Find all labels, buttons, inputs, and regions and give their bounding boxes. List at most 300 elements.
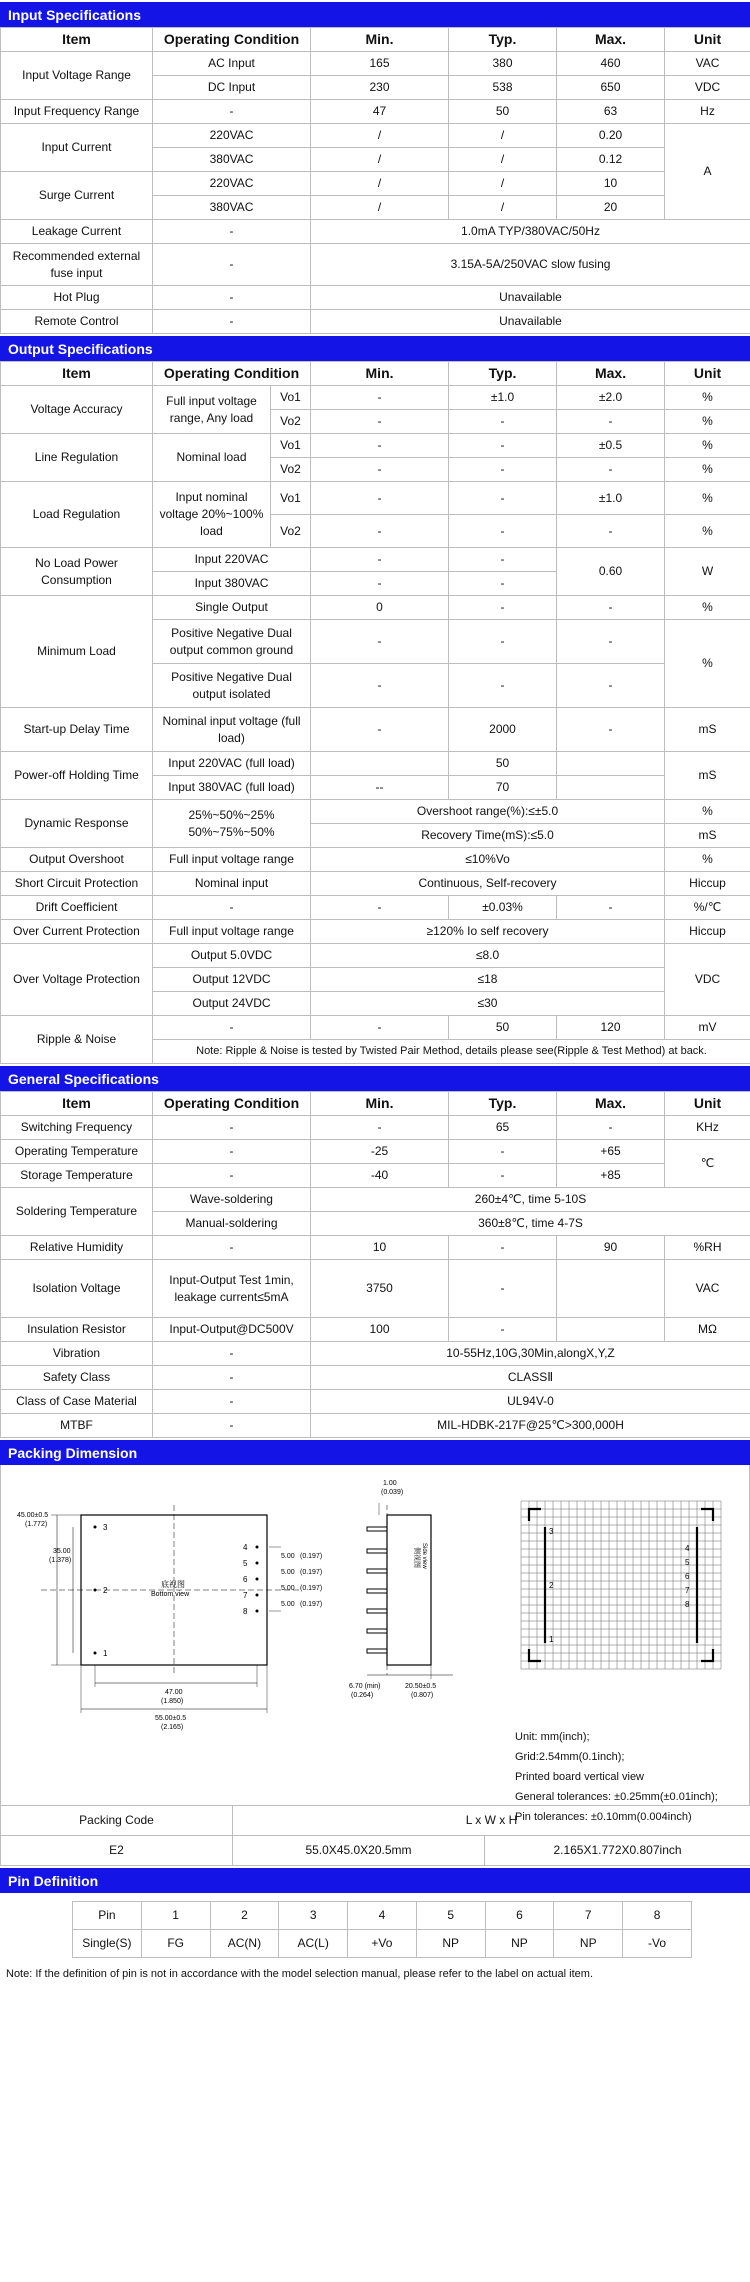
- pin-number: 3: [279, 1902, 348, 1930]
- table-header-row: [1, 28, 750, 52]
- cond-cell: Full input voltage range, Any load: [153, 386, 271, 434]
- note-line: Grid:2.54mm(0.1inch);: [515, 1751, 625, 1763]
- table-row: [1, 896, 750, 920]
- overall-width-dim: 55.00±0.5: [155, 1715, 187, 1722]
- table-row: [1, 386, 750, 410]
- header-typ: Typ.: [449, 362, 557, 386]
- item-cell: Relative Humidity: [1, 1236, 153, 1260]
- ripple-note: Note: Ripple & Noise is tested by Twisted Pair Method, details please see(Ripple & Test Method) at back.: [153, 1040, 750, 1064]
- unit-cell: Hz: [665, 100, 750, 124]
- table-row: [1, 310, 750, 334]
- value-cell: Continuous, Self-recovery: [311, 872, 665, 896]
- packing-title: Packing Dimension: [0, 1438, 750, 1465]
- pin-length-dim-in: (0.039): [381, 1489, 404, 1496]
- header-item: Item: [1, 362, 153, 386]
- header-min: Min.: [311, 28, 449, 52]
- item-cell: Switching Frequency: [1, 1116, 153, 1140]
- unit-cell: W: [665, 548, 750, 596]
- cond-cell: -: [153, 1164, 311, 1188]
- min-cell: -: [311, 708, 449, 752]
- value-cell: 360±8℃, time 4-7S: [311, 1212, 750, 1236]
- unit-cell: ℃: [665, 1140, 750, 1188]
- item-cell: Over Voltage Protection: [1, 944, 153, 1016]
- cond-cell: Full input voltage range: [153, 848, 311, 872]
- pcb-pin-label: 3: [549, 1527, 554, 1536]
- pitch-dim: 5.00: [281, 1585, 295, 1592]
- unit-cell: VAC: [665, 1260, 750, 1318]
- unit-cell: %: [665, 620, 750, 708]
- overall-height-dim-in: (1.772): [25, 1521, 48, 1528]
- item-cell: Vibration: [1, 1342, 153, 1366]
- typ-cell: /: [449, 148, 557, 172]
- min-cell: -: [311, 620, 449, 664]
- value-cell: ≤30: [311, 992, 665, 1016]
- min-cell: -40: [311, 1164, 449, 1188]
- cond-cell: -: [153, 1366, 311, 1390]
- item-cell: Input Voltage Range: [1, 52, 153, 100]
- min-cell: 3750: [311, 1260, 449, 1318]
- min-cell: -: [311, 896, 449, 920]
- table-row: [1, 1164, 750, 1188]
- side-view-pins: [367, 1527, 387, 1653]
- input-spec-title: Input Specifications: [0, 0, 750, 27]
- header-max: Max.: [557, 362, 665, 386]
- header-max: Max.: [557, 1092, 665, 1116]
- value-cell: Unavailable: [311, 310, 750, 334]
- table-row: [1, 920, 750, 944]
- pin-marker: [94, 1589, 97, 1592]
- cond-cell: Wave-soldering: [153, 1188, 311, 1212]
- value-cell: Overshoot range(%):≤±5.0: [311, 800, 665, 824]
- packing-dims-header: L x W x H: [233, 1806, 750, 1836]
- inner-height-dim-in: (1.378): [49, 1557, 72, 1564]
- pcb-outline-corners: [529, 1509, 713, 1661]
- max-cell: -: [557, 664, 665, 708]
- table-row: [1, 1342, 750, 1366]
- cond-cell: -: [153, 100, 311, 124]
- value-cell: ≤8.0: [311, 944, 665, 968]
- item-cell: Leakage Current: [1, 220, 153, 244]
- cond-cell: Input-Output@DC500V: [153, 1318, 311, 1342]
- table-row: [1, 1236, 750, 1260]
- header-item: Item: [1, 1092, 153, 1116]
- typ-cell: 50: [449, 1016, 557, 1040]
- item-cell: Load Regulation: [1, 482, 153, 548]
- item-cell: Line Regulation: [1, 434, 153, 482]
- cond-cell: -: [153, 1116, 311, 1140]
- typ-cell: -: [449, 1260, 557, 1318]
- max-cell: -: [557, 1116, 665, 1140]
- item-cell: Output Overshoot: [1, 848, 153, 872]
- item-cell: Ripple & Noise: [1, 1016, 153, 1064]
- cond-cell: -: [153, 220, 311, 244]
- pin-function: NP: [416, 1930, 485, 1958]
- pin-label: 4: [243, 1543, 248, 1552]
- min-cell: -: [311, 434, 449, 458]
- max-cell: 90: [557, 1236, 665, 1260]
- cond-cell: -: [153, 286, 311, 310]
- table-row: [1, 482, 750, 515]
- typ-cell: 50: [449, 752, 557, 776]
- item-cell: Class of Case Material: [1, 1390, 153, 1414]
- cond-cell: Nominal input: [153, 872, 311, 896]
- table-row: [1, 752, 750, 776]
- vo-cell: Vo1: [271, 482, 311, 515]
- max-cell: 120: [557, 1016, 665, 1040]
- pin-definition-area: [0, 1893, 750, 1964]
- item-cell: No Load Power Consumption: [1, 548, 153, 596]
- pin-number: 4: [348, 1902, 417, 1930]
- typ-cell: -: [449, 596, 557, 620]
- unit-cell: A: [665, 124, 750, 220]
- table-row: [1, 172, 750, 196]
- table-row: [1, 434, 750, 458]
- header-condition: Operating Condition: [153, 1092, 311, 1116]
- side-view-label-cn: 侧视图: [413, 1547, 420, 1568]
- cond-cell: Input-Output Test 1min, leakage current≤5mA: [153, 1260, 311, 1318]
- max-cell: [557, 1260, 665, 1318]
- cond-cell: -: [153, 310, 311, 334]
- min-cell: -25: [311, 1140, 449, 1164]
- unit-cell: Hiccup: [665, 872, 750, 896]
- cond-cell: Input 380VAC: [153, 572, 311, 596]
- pcb-pin-label: 5: [685, 1558, 690, 1567]
- note-line: Pin tolerances: ±0.10mm(0.004inch): [515, 1811, 692, 1823]
- min-cell: /: [311, 172, 449, 196]
- table-row: [1, 596, 750, 620]
- cond-cell: Input 220VAC (full load): [153, 752, 311, 776]
- unit-cell: %: [665, 848, 750, 872]
- max-cell: 0.60: [557, 548, 665, 596]
- packing-mm-cell: 55.0X45.0X20.5mm: [233, 1836, 485, 1866]
- typ-cell: -: [449, 410, 557, 434]
- max-cell: -: [557, 515, 665, 548]
- max-cell: [557, 752, 665, 776]
- pin-table: [72, 1901, 692, 1958]
- min-cell: /: [311, 196, 449, 220]
- pin-marker: [94, 1652, 97, 1655]
- item-cell: Input Frequency Range: [1, 100, 153, 124]
- max-cell: 0.20: [557, 124, 665, 148]
- unit-cell: %: [665, 800, 750, 824]
- pin-note: Note: If the definition of pin is not in accordance with the model selection manual, please refer to the label on actual item.: [6, 1968, 594, 1980]
- typ-cell: ±0.03%: [449, 896, 557, 920]
- pin-marker: [256, 1578, 259, 1581]
- pitch-dim: 5.00: [281, 1553, 295, 1560]
- value-cell: Recovery Time(mS):≤5.0: [311, 824, 665, 848]
- pin-label: 2: [103, 1586, 108, 1595]
- item-cell: Safety Class: [1, 1366, 153, 1390]
- item-cell: Isolation Voltage: [1, 1260, 153, 1318]
- cond-cell: Output 5.0VDC: [153, 944, 311, 968]
- min-cell: 165: [311, 52, 449, 76]
- table-row: [1, 1414, 750, 1438]
- pin-function: -Vo: [623, 1930, 692, 1958]
- pcb-pin-label: 2: [549, 1581, 554, 1590]
- unit-cell: %: [665, 434, 750, 458]
- min-cell: --: [311, 776, 449, 800]
- table-row: [1, 800, 750, 824]
- value-cell: MIL-HDBK-217F@25℃>300,000H: [311, 1414, 750, 1438]
- min-cell: -: [311, 548, 449, 572]
- cond-cell: -: [153, 1390, 311, 1414]
- inner-height-dim: 35.00: [53, 1548, 71, 1555]
- cond-cell: 380VAC: [153, 148, 311, 172]
- pin-label-cell: Pin: [73, 1902, 142, 1930]
- typ-cell: 380: [449, 52, 557, 76]
- header-unit: Unit: [665, 1092, 750, 1116]
- pin-number: 1: [141, 1902, 210, 1930]
- pin-number: 2: [210, 1902, 279, 1930]
- typ-cell: /: [449, 124, 557, 148]
- inner-width-dim-in: (1.850): [161, 1698, 184, 1705]
- cond-cell: Output 12VDC: [153, 968, 311, 992]
- pcb-pin-label: 4: [685, 1544, 690, 1553]
- item-cell: Storage Temperature: [1, 1164, 153, 1188]
- unit-cell: MΩ: [665, 1318, 750, 1342]
- min-cell: -: [311, 1016, 449, 1040]
- cond-cell: -: [153, 1236, 311, 1260]
- pin-marker: [94, 1526, 97, 1529]
- min-cell: -: [311, 410, 449, 434]
- header-unit: Unit: [665, 28, 750, 52]
- table-row: [1, 1140, 750, 1164]
- general-spec-table: [0, 1091, 750, 1438]
- cond-cell: 25%~50%~25% 50%~75%~50%: [153, 800, 311, 848]
- pitch-dim: 5.00: [281, 1569, 295, 1576]
- max-cell: ±1.0: [557, 482, 665, 515]
- cond-cell: Manual-soldering: [153, 1212, 311, 1236]
- max-cell: 63: [557, 100, 665, 124]
- unit-cell: VDC: [665, 76, 750, 100]
- pin-function-row: [73, 1930, 692, 1958]
- max-cell: -: [557, 896, 665, 920]
- item-cell: MTBF: [1, 1414, 153, 1438]
- min-cell: 47: [311, 100, 449, 124]
- max-cell: 10: [557, 172, 665, 196]
- pin-number: 5: [416, 1902, 485, 1930]
- pitch-dim: 5.00: [281, 1601, 295, 1608]
- pin-label: 1: [103, 1649, 108, 1658]
- typ-cell: -: [449, 1318, 557, 1342]
- header-condition: Operating Condition: [153, 362, 311, 386]
- typ-cell: -: [449, 620, 557, 664]
- vo-cell: Vo1: [271, 434, 311, 458]
- table-row: [1, 244, 750, 286]
- header-max: Max.: [557, 28, 665, 52]
- pcb-pin-label: 1: [549, 1635, 554, 1644]
- overall-height-dim: 45.00±0.5: [17, 1512, 49, 1519]
- item-cell: Dynamic Response: [1, 800, 153, 848]
- header-condition: Operating Condition: [153, 28, 311, 52]
- item-cell: Insulation Resistor: [1, 1318, 153, 1342]
- max-cell: 20: [557, 196, 665, 220]
- output-spec-table: [0, 361, 750, 1064]
- vo-cell: Vo2: [271, 410, 311, 434]
- item-cell: Voltage Accuracy: [1, 386, 153, 434]
- pin-function: +Vo: [348, 1930, 417, 1958]
- unit-cell: %: [665, 410, 750, 434]
- item-cell: Input Current: [1, 124, 153, 172]
- cond-cell: Full input voltage range: [153, 920, 311, 944]
- side-view-label-en: Side view: [421, 1543, 427, 1569]
- pin-standoff-dim: 6.70 (min): [349, 1683, 381, 1690]
- input-spec-table: [0, 27, 750, 334]
- packing-inch-cell: 2.165X1.772X0.807inch: [485, 1836, 750, 1866]
- table-row: [1, 124, 750, 148]
- item-cell: Hot Plug: [1, 286, 153, 310]
- value-cell: ≤10%Vo: [311, 848, 665, 872]
- unit-cell: Hiccup: [665, 920, 750, 944]
- pin-function: NP: [554, 1930, 623, 1958]
- typ-cell: 50: [449, 100, 557, 124]
- table-row: [1, 286, 750, 310]
- min-cell: -: [311, 1116, 449, 1140]
- unit-cell: VAC: [665, 52, 750, 76]
- drawing-notes: [515, 1727, 718, 1827]
- item-cell: Surge Current: [1, 172, 153, 220]
- cond-cell: -: [153, 1140, 311, 1164]
- header-typ: Typ.: [449, 28, 557, 52]
- item-cell: Drift Coefficient: [1, 896, 153, 920]
- item-cell: Operating Temperature: [1, 1140, 153, 1164]
- min-cell: [311, 752, 449, 776]
- general-spec-title: General Specifications: [0, 1064, 750, 1091]
- header-typ: Typ.: [449, 1092, 557, 1116]
- typ-cell: 2000: [449, 708, 557, 752]
- pin-definition-title: Pin Definition: [0, 1866, 750, 1893]
- max-cell: -: [557, 620, 665, 664]
- pin-label: 3: [103, 1523, 108, 1532]
- cond-cell: Nominal input voltage (full load): [153, 708, 311, 752]
- value-cell: Unavailable: [311, 286, 750, 310]
- item-cell: Short Circuit Protection: [1, 872, 153, 896]
- typ-cell: 538: [449, 76, 557, 100]
- typ-cell: -: [449, 515, 557, 548]
- typ-cell: -: [449, 434, 557, 458]
- item-cell: Over Current Protection: [1, 920, 153, 944]
- pin-label: 7: [243, 1591, 248, 1600]
- max-cell: +65: [557, 1140, 665, 1164]
- pin-length-dim: 1.00: [383, 1480, 397, 1487]
- unit-cell: %: [665, 386, 750, 410]
- overall-width-dim-in: (2.165): [161, 1724, 184, 1731]
- pin-marker: [256, 1562, 259, 1565]
- value-cell: 10-55Hz,10G,30Min,alongX,Y,Z: [311, 1342, 750, 1366]
- table-row: [1, 1390, 750, 1414]
- table-row: [1, 872, 750, 896]
- table-row: [1, 708, 750, 752]
- output-spec-title: Output Specifications: [0, 334, 750, 361]
- typ-cell: -: [449, 1140, 557, 1164]
- pin-standoff-dim-in: (0.264): [351, 1692, 374, 1699]
- vo-cell: Vo2: [271, 515, 311, 548]
- pin-function: FG: [141, 1930, 210, 1958]
- min-cell: 0: [311, 596, 449, 620]
- unit-cell: %: [665, 458, 750, 482]
- max-cell: -: [557, 708, 665, 752]
- pin-function: AC(L): [279, 1930, 348, 1958]
- unit-cell: %/℃: [665, 896, 750, 920]
- min-cell: /: [311, 148, 449, 172]
- table-header-row: [1, 1092, 750, 1116]
- cond-cell: Single Output: [153, 596, 311, 620]
- table-row: [1, 220, 750, 244]
- min-cell: -: [311, 458, 449, 482]
- cond-cell: Positive Negative Dual output common ground: [153, 620, 311, 664]
- table-row: [1, 848, 750, 872]
- pitch-dim-in: (0.197): [300, 1569, 323, 1576]
- pin-function: AC(N): [210, 1930, 279, 1958]
- min-cell: 230: [311, 76, 449, 100]
- value-cell: ≥120% Io self recovery: [311, 920, 665, 944]
- min-cell: 10: [311, 1236, 449, 1260]
- vo-cell: Vo2: [271, 458, 311, 482]
- min-cell: -: [311, 515, 449, 548]
- max-cell: -: [557, 458, 665, 482]
- max-cell: -: [557, 596, 665, 620]
- typ-cell: ±1.0: [449, 386, 557, 410]
- min-cell: 100: [311, 1318, 449, 1342]
- pitch-dim-in: (0.197): [300, 1585, 323, 1592]
- item-cell: Minimum Load: [1, 596, 153, 708]
- typ-cell: -: [449, 1236, 557, 1260]
- packing-code-cell: E2: [1, 1836, 233, 1866]
- cond-cell: 380VAC: [153, 196, 311, 220]
- table-row: [1, 944, 750, 968]
- max-cell: 460: [557, 52, 665, 76]
- pin-number: 6: [485, 1902, 554, 1930]
- pin-marker: [256, 1610, 259, 1613]
- cond-cell: Output 24VDC: [153, 992, 311, 1016]
- value-cell: ≤18: [311, 968, 665, 992]
- unit-cell: %: [665, 596, 750, 620]
- max-cell: ±0.5: [557, 434, 665, 458]
- value-cell: 1.0mA TYP/380VAC/50Hz: [311, 220, 750, 244]
- pcb-pin-label: 6: [685, 1572, 690, 1581]
- depth-dim-in: (0.807): [411, 1692, 434, 1699]
- pin-number: 8: [623, 1902, 692, 1930]
- item-cell: Power-off Holding Time: [1, 752, 153, 800]
- note-line: Unit: mm(inch);: [515, 1731, 590, 1743]
- cond-cell: 220VAC: [153, 172, 311, 196]
- item-cell: Start-up Delay Time: [1, 708, 153, 752]
- inner-width-dim: 47.00: [165, 1689, 183, 1696]
- pin-number-row: [73, 1902, 692, 1930]
- table-row: [1, 52, 750, 76]
- max-cell: 650: [557, 76, 665, 100]
- pitch-dim-in: (0.197): [300, 1553, 323, 1560]
- value-cell: UL94V-0: [311, 1390, 750, 1414]
- note-line: Printed board vertical view: [515, 1771, 645, 1783]
- typ-cell: 70: [449, 776, 557, 800]
- item-cell: Remote Control: [1, 310, 153, 334]
- cond-cell: DC Input: [153, 76, 311, 100]
- min-cell: /: [311, 124, 449, 148]
- header-min: Min.: [311, 362, 449, 386]
- max-cell: [557, 1318, 665, 1342]
- pitch-dim-in: (0.197): [300, 1601, 323, 1608]
- typ-cell: -: [449, 458, 557, 482]
- typ-cell: /: [449, 172, 557, 196]
- packing-code-header: Packing Code: [1, 1806, 233, 1836]
- unit-cell: %: [665, 482, 750, 515]
- pin-label: 5: [243, 1559, 248, 1568]
- table-row: [1, 1318, 750, 1342]
- item-cell: Recommended external fuse input: [1, 244, 153, 286]
- pin-label-cell: Single(S): [73, 1930, 142, 1958]
- typ-cell: 65: [449, 1116, 557, 1140]
